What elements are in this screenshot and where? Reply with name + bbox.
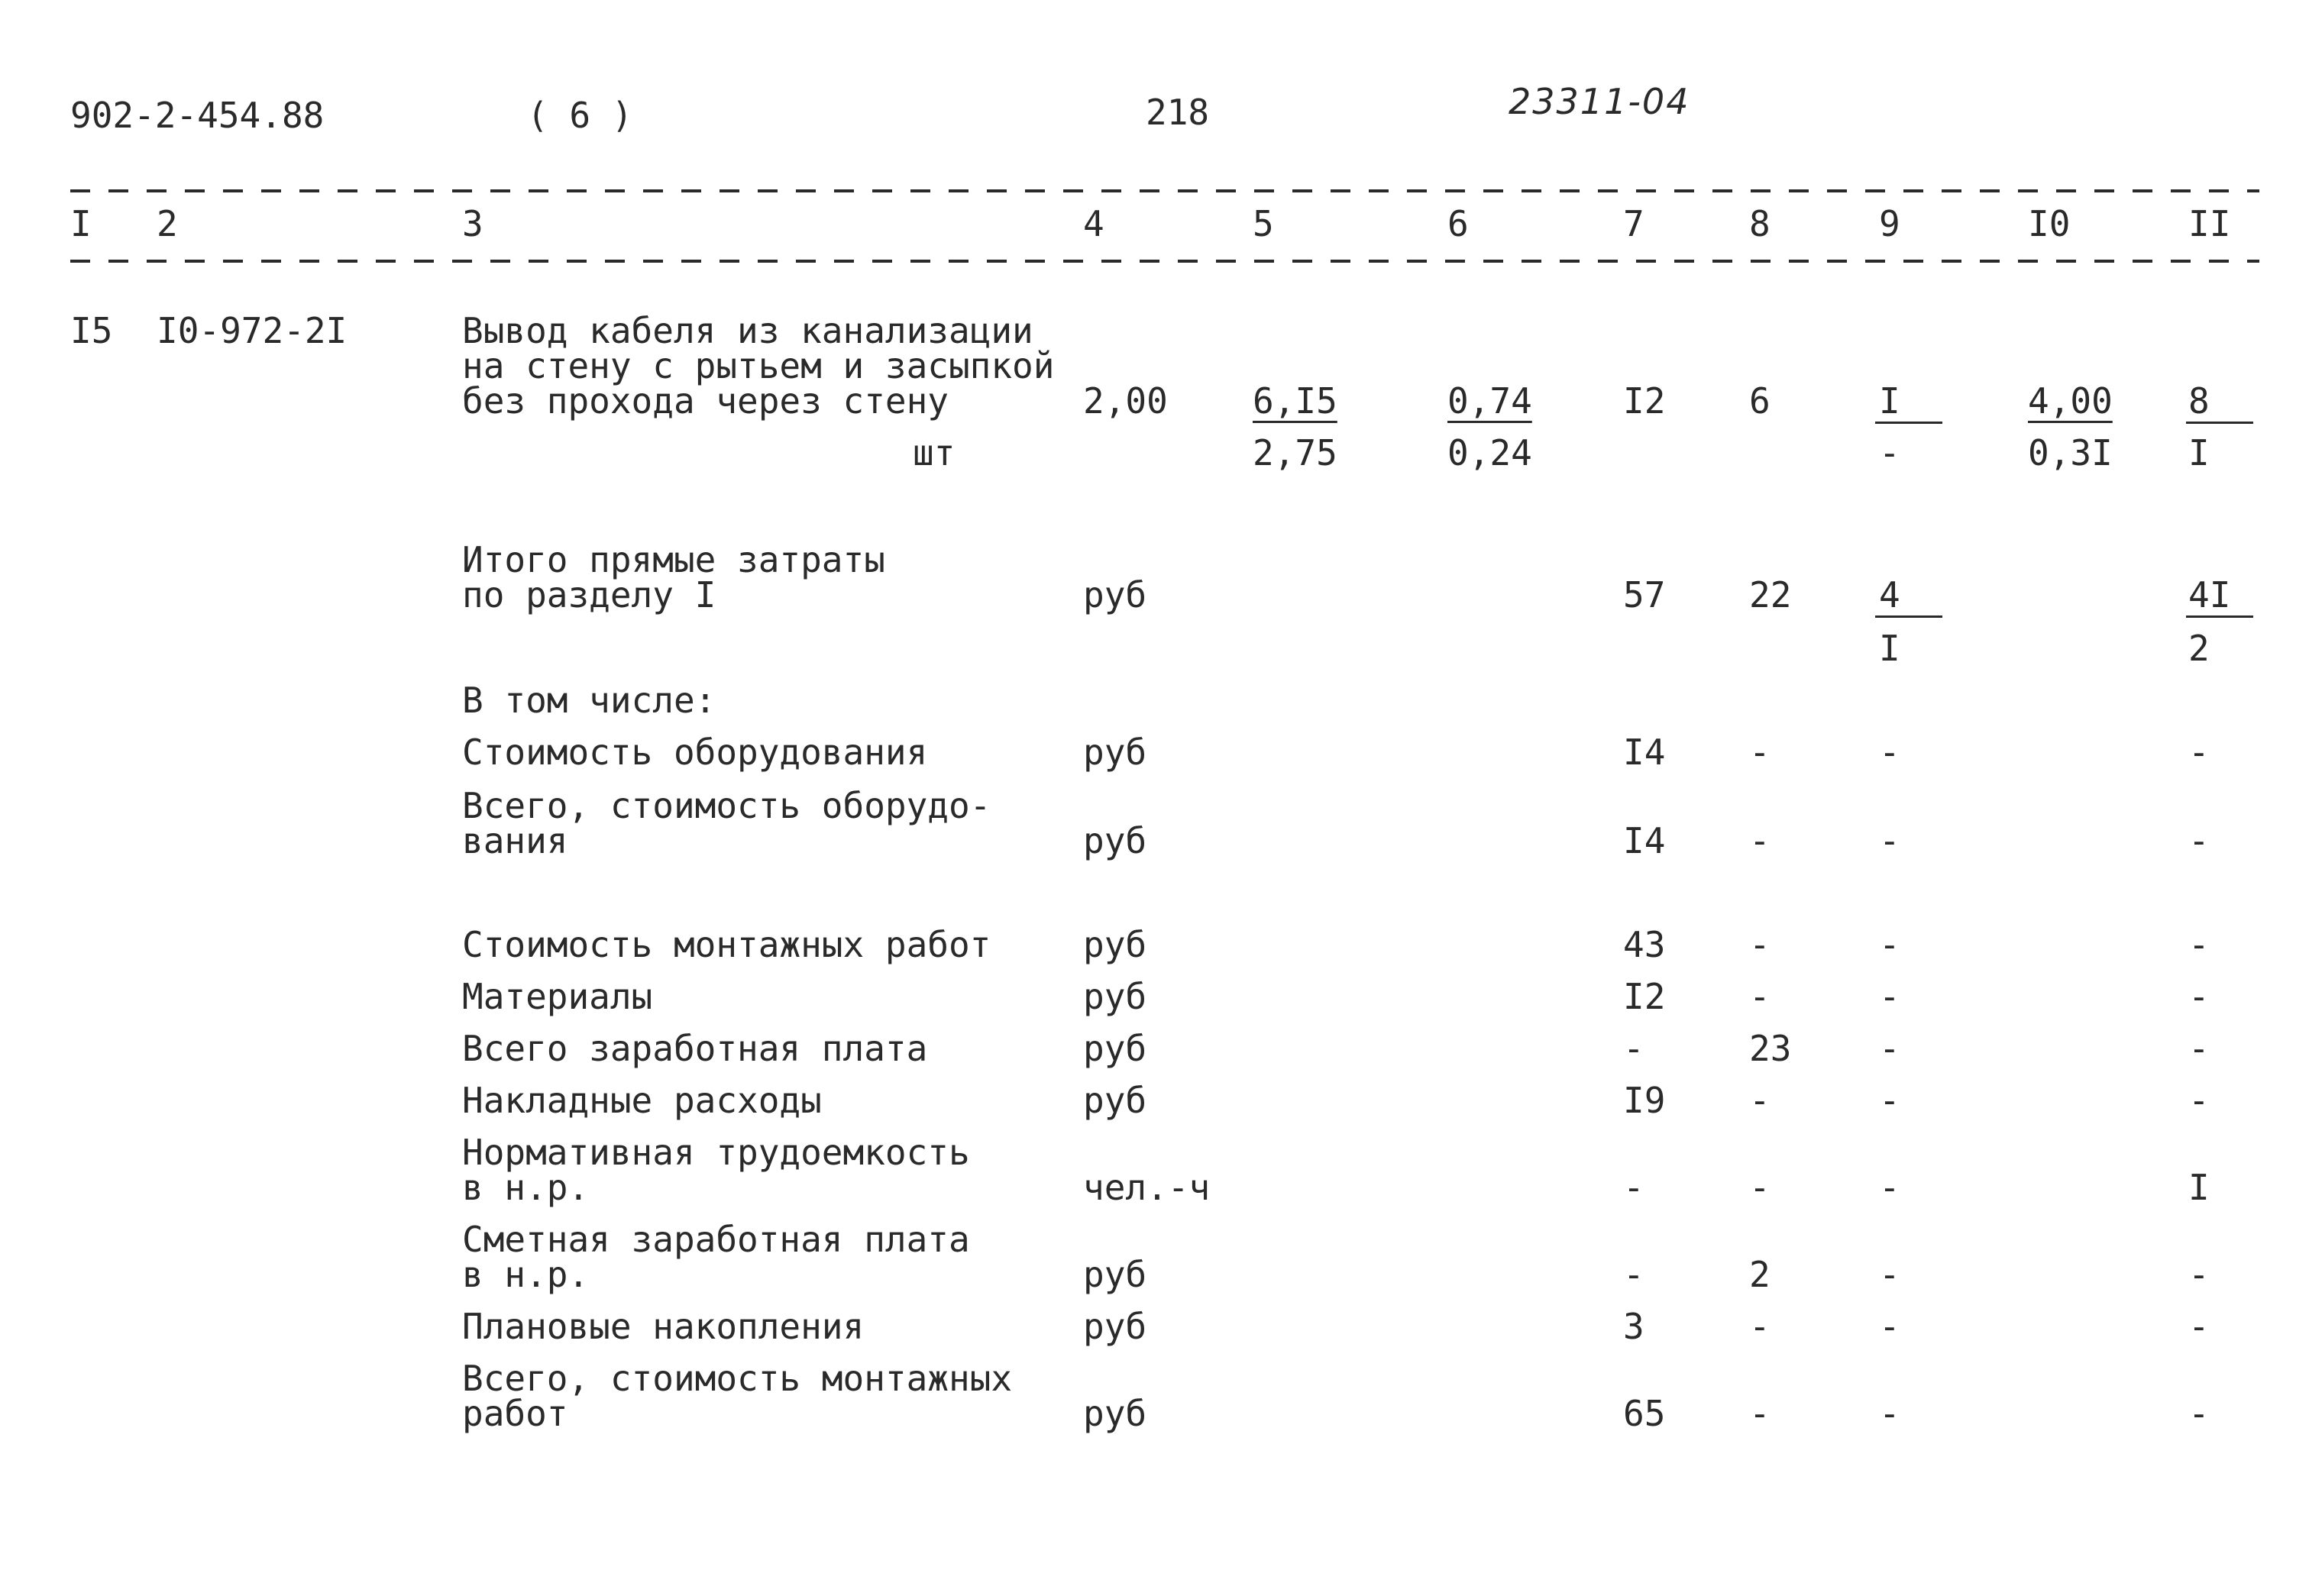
item-col11-fraction-line [2186, 422, 2253, 424]
total-col9-top: 4 [1879, 574, 1900, 615]
inventory-number: 23311-04 [1509, 81, 1690, 122]
row-name: Всего заработная плата [462, 1028, 928, 1069]
item-col11-top: 8 [2188, 380, 2210, 422]
row-name: Стоимость монтажных работ [462, 924, 991, 965]
col-header-4: 4 [1083, 203, 1104, 244]
row-col8: - [1749, 976, 1771, 1017]
row-unit: руб [1083, 976, 1147, 1017]
row-unit: руб [1083, 820, 1147, 861]
document-code: 902-2-454.88 [70, 95, 325, 136]
row-name: Всего, стоимость оборудо- вания [462, 785, 991, 861]
col-header-6: 6 [1447, 203, 1469, 244]
row-col9: - [1879, 1254, 1900, 1295]
row-col8: - [1749, 1167, 1771, 1208]
col-header-3: 3 [462, 203, 483, 244]
row-name: Накладные расходы [462, 1080, 822, 1121]
item-col8: 6 [1749, 380, 1771, 422]
page-number: 218 [1146, 92, 1210, 133]
row-col7: 65 [1623, 1393, 1666, 1434]
row-col11: - [2188, 1393, 2210, 1434]
col-header-2: 2 [157, 203, 178, 244]
row-unit: руб [1083, 1080, 1147, 1121]
total-name: Итого прямые затраты по разделу I [462, 539, 885, 615]
row-unit: руб [1083, 1393, 1147, 1434]
row-col7: 3 [1623, 1306, 1644, 1347]
row-unit: руб [1083, 1306, 1147, 1347]
row-unit: чел.-ч [1083, 1167, 1211, 1208]
total-col7: 57 [1623, 574, 1666, 615]
row-col8: - [1749, 820, 1771, 861]
col-header-7: 7 [1623, 203, 1644, 244]
item-col9-bottom: - [1879, 432, 1900, 473]
row-col11: I [2188, 1167, 2210, 1208]
row-col7: - [1623, 1028, 1644, 1069]
row-col8: - [1749, 1393, 1771, 1434]
row-col7: I4 [1623, 820, 1666, 861]
total-col8: 22 [1749, 574, 1792, 615]
total-col9-bottom: I [1879, 628, 1900, 669]
row-unit: руб [1083, 732, 1147, 773]
row-col11: - [2188, 1254, 2210, 1295]
row-col11: - [2188, 1080, 2210, 1121]
row-col11: - [2188, 976, 2210, 1017]
item-number: I5 [70, 310, 113, 351]
row-col9: - [1879, 732, 1900, 773]
row-col11: - [2188, 1028, 2210, 1069]
row-name: Стоимость оборудования [462, 732, 928, 773]
row-col9: - [1879, 1167, 1900, 1208]
total-col11-top: 4I [2188, 574, 2231, 615]
row-col11: - [2188, 820, 2210, 861]
row-name: Нормативная трудоемкость в н.р. [462, 1132, 970, 1208]
row-col9: - [1879, 976, 1900, 1017]
row-name: Плановые накопления [462, 1306, 865, 1347]
col-header-8: 8 [1749, 203, 1771, 244]
item-code: I0-972-2I [157, 310, 348, 351]
col-header-11: II [2188, 203, 2231, 244]
item-col9-top: I [1879, 380, 1900, 422]
row-unit: руб [1083, 1028, 1147, 1069]
row-col9: - [1879, 1306, 1900, 1347]
item-name: Вывод кабеля из канализации на стену с рытьем и засыпкой без прохода через стену [462, 310, 1055, 422]
row-col11: - [2188, 1306, 2210, 1347]
col-header-10: I0 [2028, 203, 2071, 244]
col-header-1: I [70, 203, 92, 244]
col-header-5: 5 [1253, 203, 1274, 244]
row-col9: - [1879, 1028, 1900, 1069]
row-name: Всего, стоимость монтажных работ [462, 1358, 1013, 1434]
row-col7: I9 [1623, 1080, 1666, 1121]
row-col7: 43 [1623, 924, 1666, 965]
total-unit: руб [1083, 574, 1147, 615]
row-col9: - [1879, 1393, 1900, 1434]
item-col11-bottom: I [2188, 432, 2210, 473]
col-header-9: 9 [1879, 203, 1900, 244]
row-col8: 23 [1749, 1028, 1792, 1069]
item-col6-bottom: 0,24 [1447, 432, 1532, 473]
row-col9: - [1879, 1080, 1900, 1121]
header-bottom-rule [70, 260, 2259, 263]
total-col11-bottom: 2 [2188, 628, 2210, 669]
row-unit: руб [1083, 1254, 1147, 1295]
item-quantity: 2,00 [1083, 380, 1168, 422]
row-col7: - [1623, 1167, 1644, 1208]
row-col9: - [1879, 924, 1900, 965]
row-col8: - [1749, 924, 1771, 965]
row-col7: I2 [1623, 976, 1666, 1017]
item-col5-bottom: 2,75 [1253, 432, 1337, 473]
item-col9-fraction-line [1875, 422, 1942, 424]
item-unit: шт [913, 432, 956, 473]
row-col8: - [1749, 1080, 1771, 1121]
row-col11: - [2188, 732, 2210, 773]
row-col7: - [1623, 1254, 1644, 1295]
row-unit: руб [1083, 924, 1147, 965]
including-label: В том числе: [462, 680, 716, 721]
total-col9-fraction-line [1875, 615, 1942, 618]
item-col5-top: 6,I5 [1253, 380, 1337, 422]
row-col7: I4 [1623, 732, 1666, 773]
row-col8: - [1749, 1306, 1771, 1347]
sheet-number: ( 6 ) [527, 95, 633, 136]
header-top-rule [70, 189, 2259, 192]
item-col10-bottom: 0,3I [2028, 432, 2113, 473]
row-col8: 2 [1749, 1254, 1771, 1295]
total-col11-fraction-line [2186, 615, 2253, 618]
item-col10-top: 4,00 [2028, 380, 2113, 422]
row-name: Материалы [462, 976, 653, 1017]
row-col11: - [2188, 924, 2210, 965]
row-col9: - [1879, 820, 1900, 861]
item-col6-top: 0,74 [1447, 380, 1532, 422]
row-col8: - [1749, 732, 1771, 773]
row-name: Сметная заработная плата в н.р. [462, 1219, 970, 1295]
item-col7: I2 [1623, 380, 1666, 422]
